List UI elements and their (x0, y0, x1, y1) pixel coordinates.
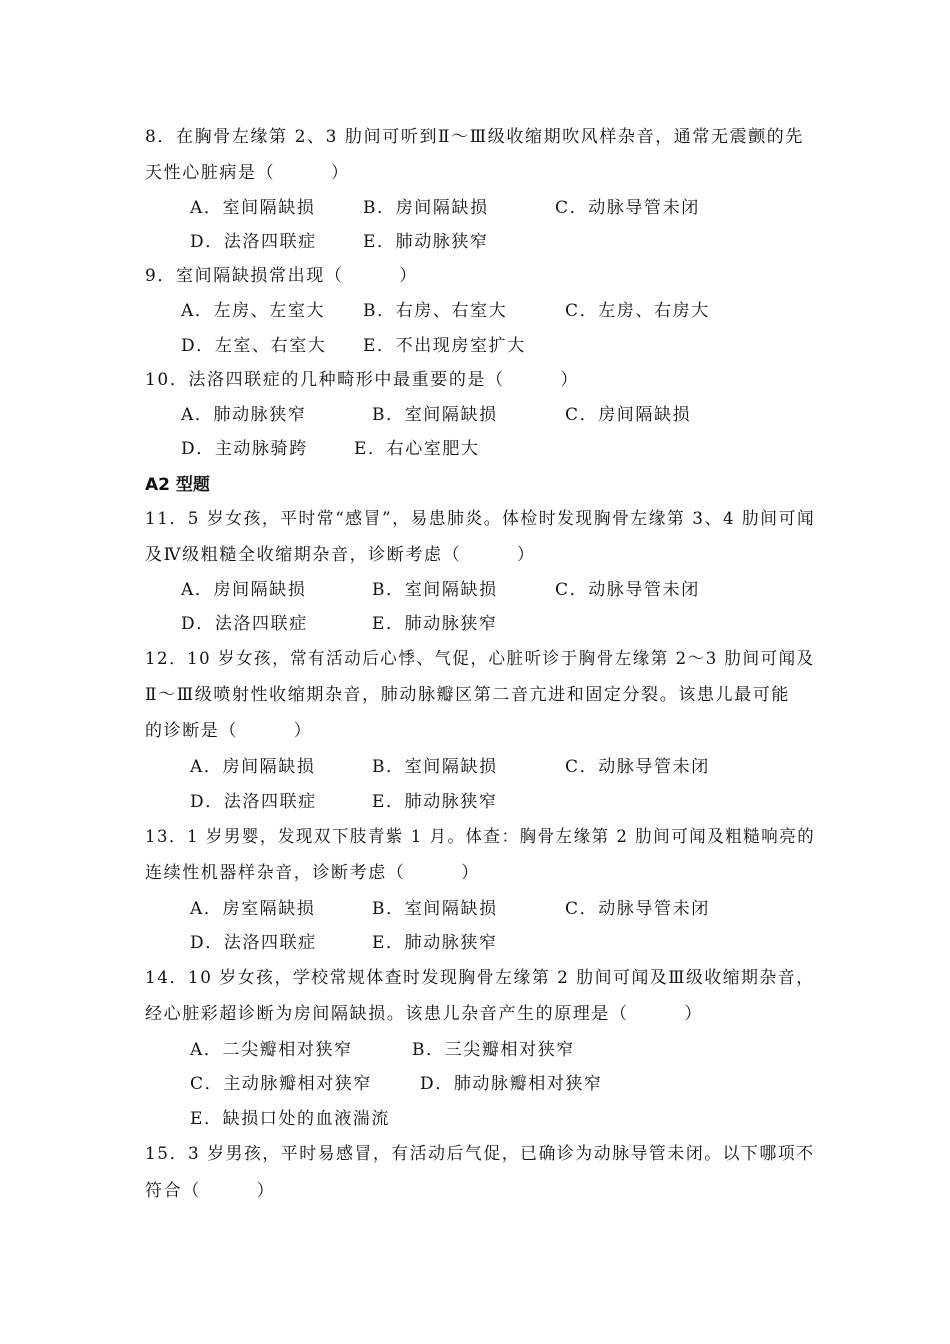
option: D．法洛四联症 (181, 614, 308, 634)
option: C．动脉导管未闭 (555, 580, 700, 600)
option: D．肺动脉瓣相对狭窄 (420, 1074, 603, 1094)
option: A．室间隔缺损 (190, 198, 316, 218)
option: E．右心室肥大 (354, 439, 480, 459)
option: E．肺动脉狭窄 (363, 232, 489, 252)
option: B．室间隔缺损 (372, 899, 498, 919)
option: B．房间隔缺损 (363, 198, 489, 218)
question-8-stem: 8．在胸骨左缘第 2、3 肋间可听到Ⅱ～Ⅲ级收缩期吹风样杂音，通常无震颤的先 (145, 127, 805, 147)
option: A．房间隔缺损 (181, 580, 307, 600)
option: C．动脉导管未闭 (565, 899, 710, 919)
option: C．动脉导管未闭 (565, 757, 710, 777)
question-11-stem: 11．5 岁女孩，平时常“感冒”，易患肺炎。体检时发现胸骨左缘第 3、4 肋间可闻 (145, 509, 816, 529)
option: C．主动脉瓣相对狭窄 (190, 1074, 373, 1094)
question-12-stem: 的诊断是（ ） (145, 721, 313, 741)
option: A．房室隔缺损 (190, 899, 316, 919)
question-14-stem: 14．10 岁女孩，学校常规体查时发现胸骨左缘第 2 肋间可闻及Ⅲ级收缩期杂音， (145, 968, 815, 988)
option: C．动脉导管未闭 (555, 198, 700, 218)
question-9-stem: 9．室间隔缺损常出现（ ） (145, 266, 418, 286)
question-12-stem: Ⅱ～Ⅲ级喷射性收缩期杂音，肺动脉瓣区第二音亢进和固定分裂。该患儿最可能 (145, 685, 790, 705)
option: D．法洛四联症 (190, 232, 317, 252)
option: B．室间隔缺损 (372, 580, 498, 600)
option: E．肺动脉狭窄 (372, 614, 498, 634)
option: B．室间隔缺损 (372, 757, 498, 777)
option: C．房间隔缺损 (565, 405, 692, 425)
section-heading: A2 型题 (145, 475, 210, 495)
option: D．主动脉骑跨 (181, 439, 308, 459)
option: B．右房、右室大 (363, 301, 508, 321)
option: D．法洛四联症 (190, 792, 317, 812)
question-13-stem: 13．1 岁男婴，发现双下肢青紫 1 月。体查：胸骨左缘第 2 肋间可闻及粗糙响亮的 (145, 827, 816, 847)
question-15-stem: 符合（ ） (145, 1181, 276, 1201)
question-14-stem: 经心脏彩超诊断为房间隔缺损。该患儿杂音产生的原理是（ ） (145, 1004, 703, 1024)
option: A．肺动脉狭窄 (181, 405, 307, 425)
question-12-stem: 12．10 岁女孩，常有活动后心悸、气促，心脏听诊于胸骨左缘第 2～3 肋间可闻及 (145, 649, 815, 669)
option: A．房间隔缺损 (190, 757, 316, 777)
option: B．室间隔缺损 (372, 405, 498, 425)
question-11-stem: 及Ⅳ级粗糙全收缩期杂音，诊断考虑（ ） (145, 545, 536, 565)
option: A．二尖瓣相对狭窄 (190, 1040, 353, 1060)
option: E．缺损口处的血液湍流 (190, 1109, 391, 1129)
question-8-stem: 天性心脏病是（ ） (145, 163, 350, 183)
question-15-stem: 15．3 岁男孩，平时易感冒，有活动后气促，已确诊为动脉导管未闭。以下哪项不 (145, 1144, 815, 1164)
question-10-stem: 10．法洛四联症的几种畸形中最重要的是（ ） (145, 370, 580, 390)
option: A．左房、左室大 (181, 301, 326, 321)
option: E．肺动脉狭窄 (372, 792, 498, 812)
option: D．左室、右室大 (181, 336, 327, 356)
option: E．不出现房室扩大 (363, 336, 526, 356)
option: E．肺动脉狭窄 (372, 933, 498, 953)
option: D．法洛四联症 (190, 933, 317, 953)
option: C．左房、右房大 (565, 301, 710, 321)
option: B．三尖瓣相对狭窄 (412, 1040, 575, 1060)
question-13-stem: 连续性机器样杂音，诊断考虑（ ） (145, 863, 480, 883)
